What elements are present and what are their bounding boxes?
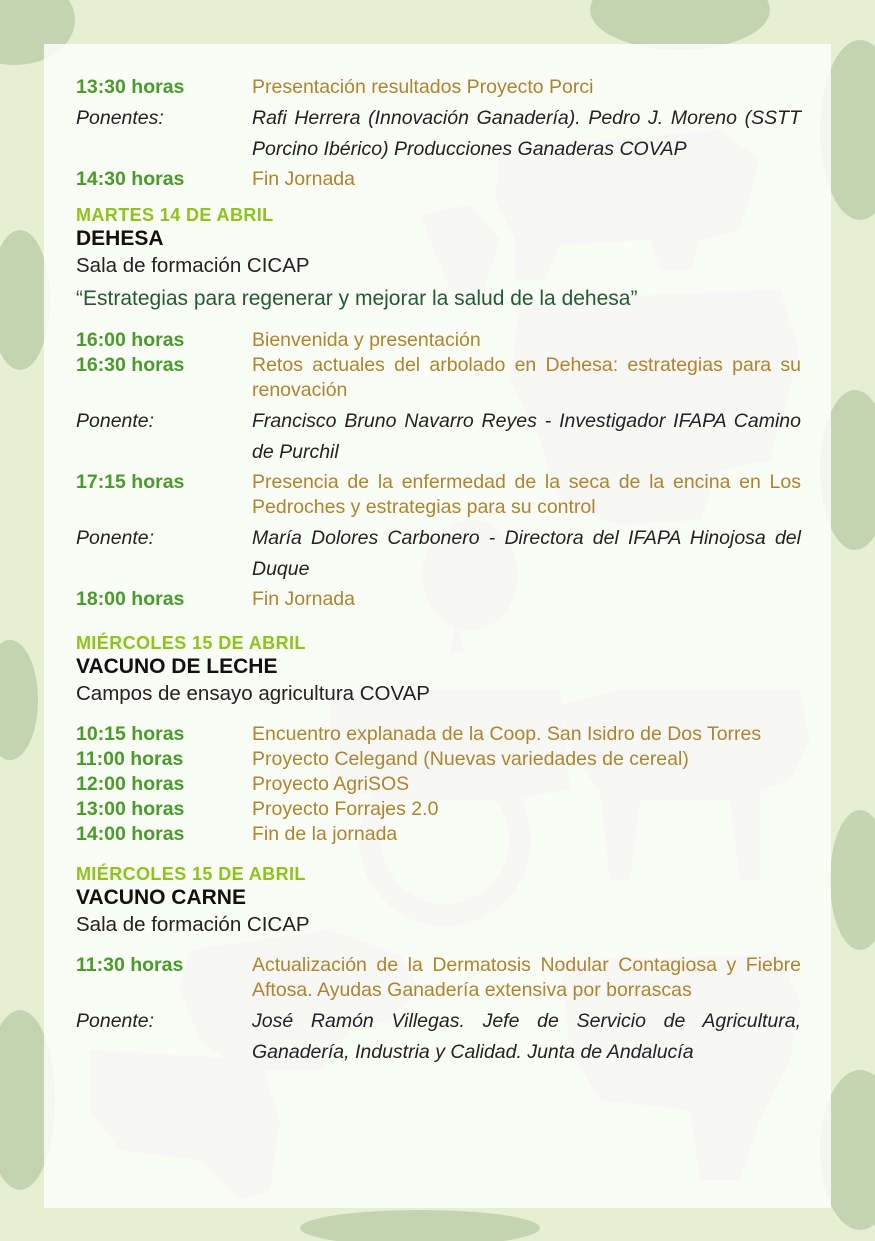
- session-title-quote: “Estrategias para regenerar y mejorar la salud de la dehesa”: [76, 287, 638, 310]
- sector-title: VACUNO DE LECHE: [76, 655, 278, 678]
- time-label: 10:15 horas: [76, 723, 185, 745]
- day-heading: MIÉRCOLES 15 DE ABRIL: [76, 633, 306, 653]
- speaker-name: José Ramón Villegas. Jefe de Servicio de Agricultura, Ganadería, Industria y Calidad. Junta de Andalucía: [252, 1010, 801, 1063]
- activity-description: Fin Jornada: [252, 168, 355, 190]
- activity-description: Proyecto Celegand (Nuevas variedades de cereal): [252, 748, 689, 770]
- speaker-name: María Dolores Carbonero - Directora del IFAPA Hinojosa del Duque: [252, 527, 801, 580]
- time-label: 18:00 horas: [76, 588, 185, 610]
- agenda-content: [76, 75, 801, 1070]
- speaker-label: Ponente:: [76, 1010, 155, 1032]
- agenda-section: [76, 204, 801, 612]
- activity-description: Bienvenida y presentación: [252, 329, 481, 351]
- activity-description: Presentación resultados Proyecto Porci: [252, 76, 594, 98]
- venue-label: Campos de ensayo agricultura COVAP: [76, 682, 430, 705]
- activity-description: Proyecto AgriSOS: [252, 773, 410, 795]
- schedule-row: [76, 822, 801, 847]
- schedule-row: [76, 722, 801, 747]
- agenda-section: [76, 632, 801, 847]
- activity-description: Encuentro explanada de la Coop. San Isidro de Dos Torres: [252, 723, 762, 745]
- activity-description: Presencia de la enfermedad de la seca de la encina en Los Pedroches y estrategias para su control: [252, 471, 801, 518]
- schedule-list: [76, 75, 801, 192]
- activity-description: Proyecto Forrajes 2.0: [252, 798, 439, 820]
- speaker-label: Ponentes:: [76, 107, 164, 129]
- time-label: 14:00 horas: [76, 823, 185, 845]
- venue-label: Sala de formación CICAP: [76, 254, 310, 277]
- schedule-list: [76, 328, 801, 612]
- speaker-name: Rafi Herrera (Innovación Ganadería). Pedro J. Moreno (SSTT Porcino Ibérico) Producciones Ganaderas COVAP: [252, 107, 801, 160]
- schedule-row: [76, 328, 801, 353]
- agenda-section: [76, 75, 801, 192]
- schedule-row: [76, 167, 801, 192]
- activity-description: Fin Jornada: [252, 588, 355, 610]
- sector-title: DEHESA: [76, 227, 164, 250]
- activity-description: Retos actuales del arbolado en Dehesa: estrategias para su renovación: [252, 354, 801, 401]
- activity-description: Fin de la jornada: [252, 823, 398, 845]
- time-label: 13:30 horas: [76, 76, 185, 98]
- day-heading: MIÉRCOLES 15 DE ABRIL: [76, 864, 306, 884]
- schedule-row: [76, 353, 801, 403]
- time-label: 17:15 horas: [76, 471, 185, 493]
- schedule-row: [76, 470, 801, 520]
- schedule-row: [76, 797, 801, 822]
- day-heading: MARTES 14 DE ABRIL: [76, 205, 274, 225]
- time-label: 14:30 horas: [76, 168, 185, 190]
- schedule-row: [76, 75, 801, 100]
- time-label: 16:00 horas: [76, 329, 185, 351]
- schedule-row: [76, 747, 801, 772]
- schedule-row: [76, 953, 801, 1003]
- speaker-row: [76, 523, 801, 585]
- time-label: 11:00 horas: [76, 748, 184, 770]
- time-label: 13:00 horas: [76, 798, 185, 820]
- speaker-row: [76, 103, 801, 165]
- speaker-label: Ponente:: [76, 527, 155, 549]
- activity-description: Actualización de la Dermatosis Nodular Contagiosa y Fiebre Aftosa. Ayudas Ganadería extensiva por borrascas: [252, 954, 801, 1001]
- schedule-list: [76, 722, 801, 847]
- sector-title: VACUNO CARNE: [76, 886, 246, 909]
- schedule-row: [76, 772, 801, 797]
- time-label: 12:00 horas: [76, 773, 185, 795]
- schedule-list: [76, 953, 801, 1068]
- speaker-name: Francisco Bruno Navarro Reyes - Investigador IFAPA Camino de Purchil: [252, 410, 801, 463]
- speaker-row: [76, 406, 801, 468]
- time-label: 11:30 horas: [76, 954, 184, 976]
- venue-label: Sala de formación CICAP: [76, 913, 310, 936]
- speaker-row: [76, 1006, 801, 1068]
- schedule-row: [76, 587, 801, 612]
- agenda-section: [76, 863, 801, 1068]
- time-label: 16:30 horas: [76, 354, 185, 376]
- speaker-label: Ponente:: [76, 410, 155, 432]
